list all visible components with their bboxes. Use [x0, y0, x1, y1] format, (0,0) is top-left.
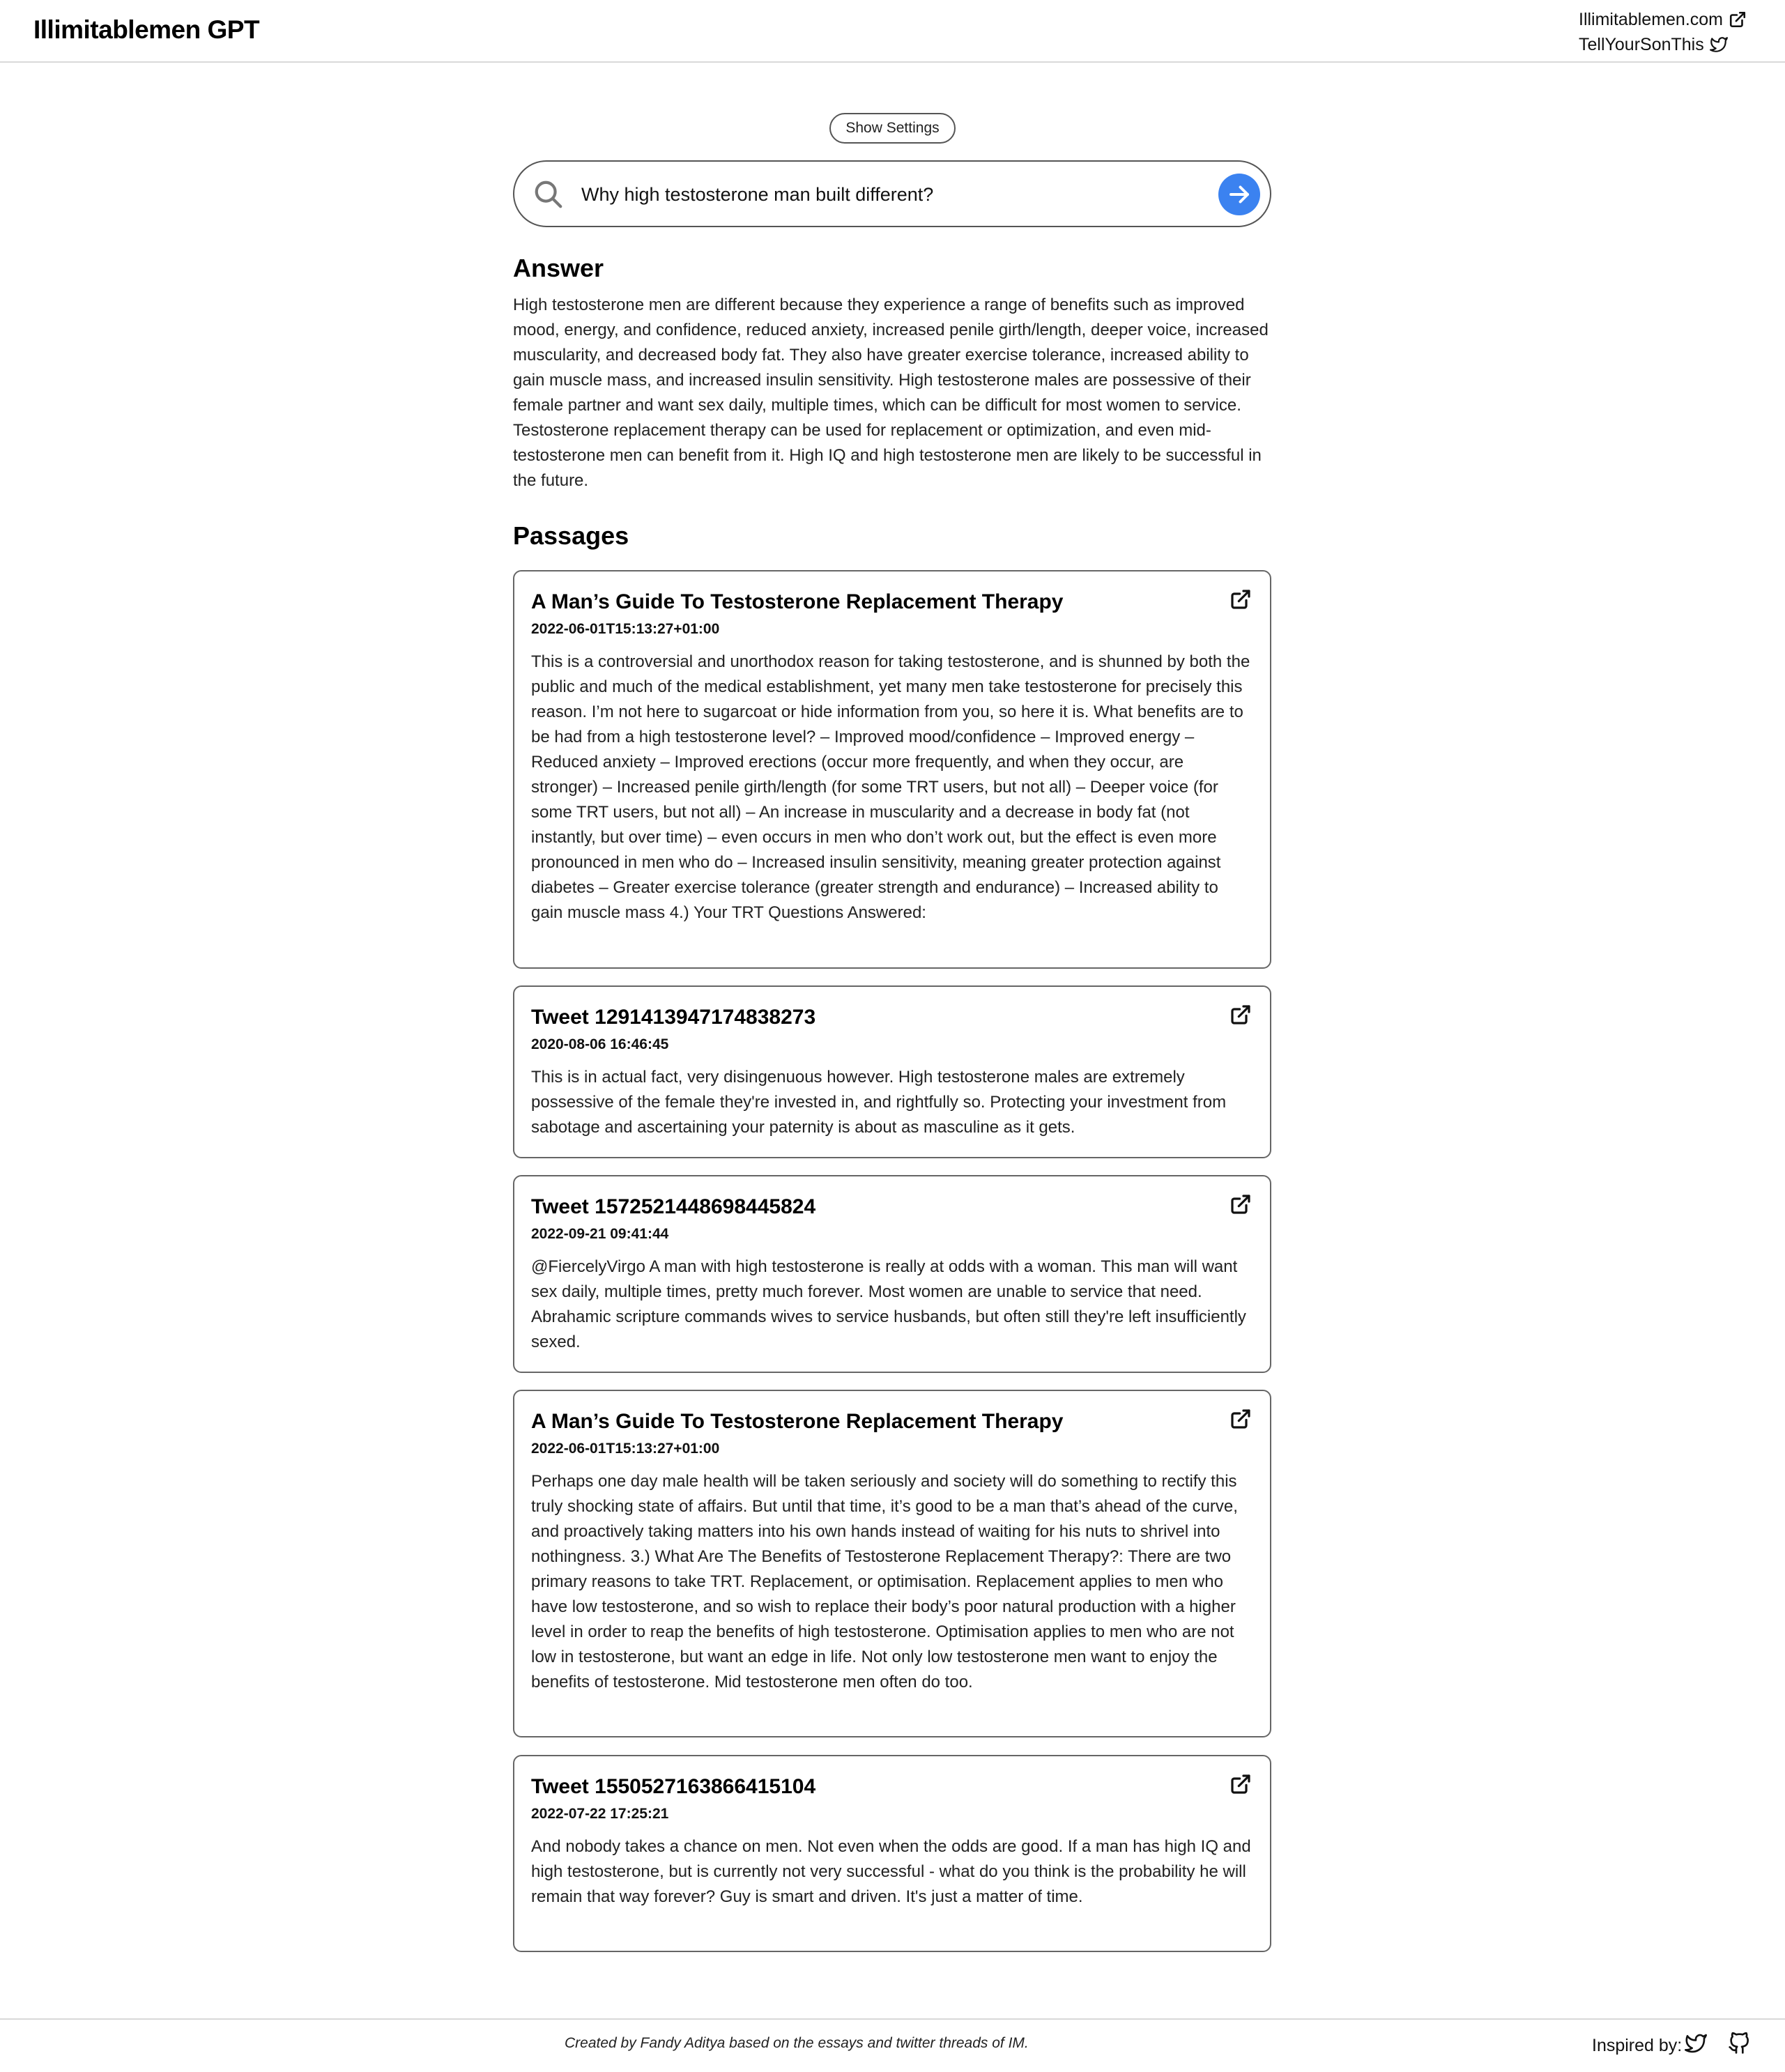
github-icon	[1728, 2032, 1750, 2055]
arrow-right-icon	[1227, 182, 1252, 207]
external-link-icon	[1229, 1004, 1252, 1026]
search-input[interactable]	[581, 177, 1181, 212]
open-passage-link[interactable]	[1229, 1193, 1252, 1215]
header-links	[1579, 7, 1747, 57]
passages-heading: Passages	[513, 521, 629, 550]
open-passage-link[interactable]	[1229, 1408, 1252, 1430]
passage-date: 2020-08-06 16:46:45	[531, 1036, 669, 1052]
search-bar	[513, 160, 1271, 227]
open-passage-link[interactable]	[1229, 588, 1252, 611]
illimitablemen-link-label: Illimitablemen.com	[1579, 10, 1724, 29]
twitter-icon	[1685, 2032, 1707, 2055]
inspired-github-link[interactable]	[1728, 2032, 1750, 2059]
inspired-by-label: Inspired by:	[1592, 2036, 1683, 2055]
passage-text: Perhaps one day male health will be taken seriously and society will do something to rectify this truly shocking state of affairs. But until that time, it’s good to be a man that’s ahead of the curve, and proactively taking matters into his own hands instead of waiting for his nuts to shrivel into nothingness. 3.) What Are The Benefits of Testosterone Replacement Therapy?: There are two primary reasons to take TRT. Replacement, or optimisation. Replacement applies to men who have low testosterone, and so wish to replace their body’s poor natural production with a higher level in order to reap the benefits of high testosterone. Optimisation applies to men who are not low in testosterone, but want an edge in life. Not only low testosterone men want to enjoy the benefits of testosterone. Mid testosterone men often do too.	[531, 1472, 1238, 1691]
passage-title: A Man’s Guide To Testosterone Replacement Therapy	[531, 1410, 1064, 1433]
external-link-icon	[1229, 1193, 1252, 1215]
passage-card	[513, 570, 1271, 969]
passage-title: Tweet 1550527163866415104	[531, 1775, 816, 1798]
top-bar	[0, 0, 1785, 63]
passage-title: Tweet 1291413947174838273	[531, 1006, 816, 1029]
open-passage-link[interactable]	[1229, 1004, 1252, 1026]
open-passage-link[interactable]	[1229, 1773, 1252, 1795]
external-link-icon	[1229, 1773, 1252, 1795]
external-link-icon	[1229, 588, 1252, 611]
passage-date: 2022-09-21 09:41:44	[531, 1226, 669, 1242]
passage-date: 2022-06-01T15:13:27+01:00	[531, 621, 720, 637]
search-icon	[533, 178, 565, 210]
footer	[0, 2018, 1785, 2072]
passage-date: 2022-07-22 17:25:21	[531, 1806, 669, 1822]
tellyoursonthis-link-label: TellYourSonThis	[1579, 35, 1704, 54]
passage-title: A Man’s Guide To Testosterone Replacement Therapy	[531, 590, 1064, 613]
passage-card	[513, 1755, 1271, 1952]
passage-card	[513, 1175, 1271, 1373]
passage-text: And nobody takes a chance on men. Not even when the odds are good. If a man has high IQ and high testosterone, but is currently not very successful - what do you think is the probability he will remain that way forever? Guy is smart and driven. It's just a matter of time.	[531, 1837, 1251, 1906]
illimitablemen-link[interactable]	[1579, 7, 1747, 32]
app-title: Illimitablemen GPT	[33, 15, 260, 44]
twitter-icon	[1710, 36, 1728, 54]
passage-card	[513, 1390, 1271, 1737]
inspired-twitter-link[interactable]	[1685, 2032, 1707, 2059]
passage-title: Tweet 1572521448698445824	[531, 1195, 816, 1218]
passage-text: @FiercelyVirgo A man with high testosterone is really at odds with a woman. This man will want sex daily, multiple times, pretty much forever. Most women are unable to service that need. Abrahamic scripture commands wives to service husbands, but often still they're left insufficiently sexed.	[531, 1257, 1246, 1351]
passage-card	[513, 985, 1271, 1158]
tellyoursonthis-link[interactable]	[1579, 32, 1747, 57]
passage-text: This is a controversial and unorthodox reason for taking testosterone, and is shunned by both the public and much of the medical establishment, yet many men take testosterone for precisely this reason. I’m not here to sugarcoat or hide information from you, so here it is. What benefits are to be had from a high testosterone level? – Improved mood/confidence – Improved energy – Reduced anxiety – Improved erections (occur more frequently, and when they occur, are stronger) – Increased penile girth/length (for some TRT users, but not all) – Deeper voice (for some TRT users, but not all) – An increase in muscularity and a decrease in body fat (not instantly, but over time) – even occurs in men who don’t work out, but the effect is even more pronounced in men who do – Increased insulin sensitivity, meaning greater protection against diabetes – Greater exercise tolerance (greater strength and endurance) – Increased ability to gain muscle mass 4.) Your TRT Questions Answered:	[531, 652, 1250, 922]
passage-date: 2022-06-01T15:13:27+01:00	[531, 1441, 720, 1457]
passage-text: This is in actual fact, very disingenuous however. High testosterone males are extremely possessive of the female they're invested in, and rightfully so. Protecting your investment from sabotage and ascertaining your paternity is about as masculine as it gets.	[531, 1068, 1227, 1137]
answer-text: High testosterone men are different because they experience a range of benefits such as improved mood, energy, and confidence, reduced anxiety, increased penile girth/length, deeper voice, increased muscularity, and decreased body fat. They also have greater exercise tolerance, increased ability to gain muscle mass, and increased insulin sensitivity. High testosterone males are possessive of their female partner and want sex daily, multiple times, which can be difficult for most women to service. Testosterone replacement therapy can be used for replacement or optimization, and even mid-testosterone men can benefit from it. High IQ and high testosterone men are likely to be successful in the future.	[513, 296, 1269, 490]
inspired-by	[1592, 2032, 1750, 2059]
answer-heading: Answer	[513, 254, 604, 282]
footer-credit: Created by Fandy Aditya based on the essays and twitter threads of IM.	[565, 2035, 1029, 2051]
external-link-icon	[1729, 10, 1747, 29]
submit-button[interactable]	[1218, 174, 1260, 215]
external-link-icon	[1229, 1408, 1252, 1430]
show-settings-button[interactable]: Show Settings	[829, 113, 956, 144]
